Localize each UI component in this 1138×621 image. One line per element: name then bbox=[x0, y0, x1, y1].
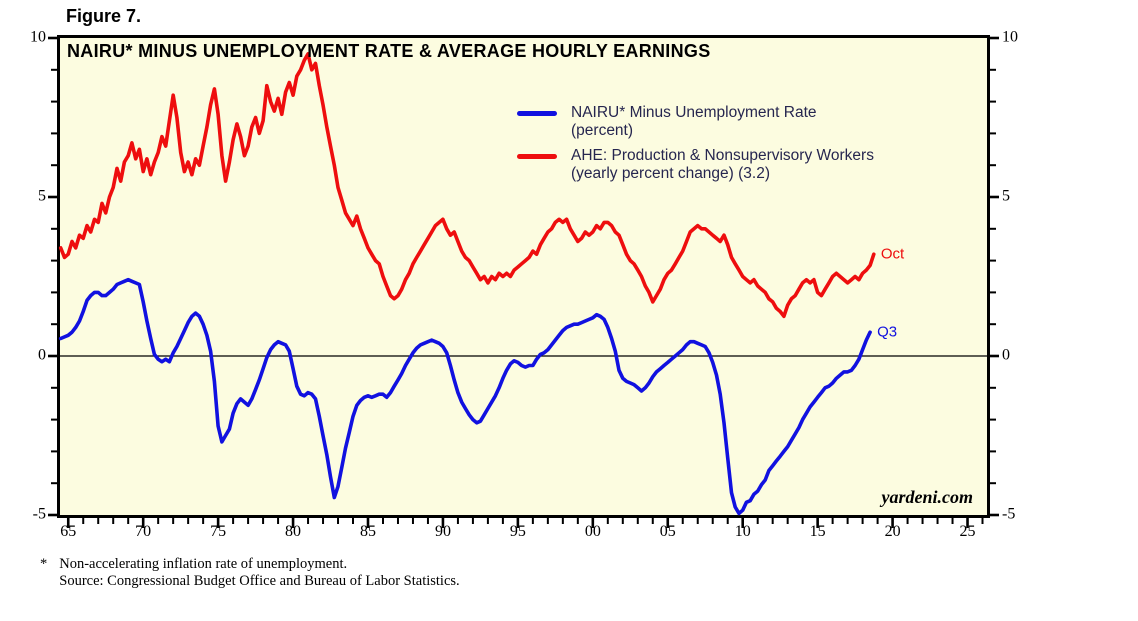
y-tick-label-left: 0 bbox=[38, 346, 46, 364]
y-tick-label-right: 0 bbox=[1002, 346, 1010, 364]
legend-label-nairu-line2: (percent) bbox=[571, 122, 634, 139]
legend-label-ahe-line1: AHE: Production & Nonsupervisory Workers bbox=[571, 147, 874, 164]
watermark: yardeni.com bbox=[881, 487, 973, 507]
series-end-label-oct: Oct bbox=[880, 245, 905, 263]
y-tick-label-left: 5 bbox=[38, 187, 46, 205]
footnote-marker: * bbox=[40, 556, 48, 572]
x-tick-label: 05 bbox=[659, 523, 676, 540]
y-tick-label-right: 10 bbox=[1002, 28, 1018, 46]
legend-label-nairu-line1: NAIRU* Minus Unemployment Rate bbox=[571, 104, 817, 121]
footnote bbox=[40, 556, 460, 590]
red-line-swatch-icon bbox=[517, 154, 557, 159]
legend-label-nairu bbox=[571, 104, 817, 140]
y-tick-label-left: -5 bbox=[32, 505, 46, 523]
x-tick-label: 95 bbox=[509, 523, 526, 540]
x-tick-label: 00 bbox=[584, 523, 601, 540]
legend-item-nairu bbox=[517, 104, 874, 140]
figure-label: Figure 7. bbox=[66, 6, 142, 26]
legend bbox=[517, 104, 874, 190]
x-tick-label: 85 bbox=[360, 523, 376, 540]
footnote-line1: Non-accelerating inflation rate of unemployment. bbox=[59, 556, 348, 572]
x-tick-label: 25 bbox=[959, 523, 976, 540]
x-tick-label: 15 bbox=[809, 523, 826, 540]
legend-label-ahe-line2: (yearly percent change) (3.2) bbox=[571, 165, 771, 182]
x-tick-label: 65 bbox=[60, 523, 77, 540]
blue-line-swatch-icon bbox=[517, 111, 557, 116]
y-tick-label-right: 5 bbox=[1002, 187, 1010, 205]
y-tick-label-left: 10 bbox=[30, 28, 46, 46]
chart-title: NAIRU* MINUS UNEMPLOYMENT RATE & AVERAGE HOURLY EARNINGS bbox=[67, 41, 711, 61]
y-tick-label-right: -5 bbox=[1002, 505, 1016, 523]
x-tick-label: 90 bbox=[434, 523, 451, 540]
x-tick-label: 10 bbox=[734, 523, 751, 540]
series-end-label-q3: Q3 bbox=[877, 323, 898, 341]
x-tick-label: 20 bbox=[884, 523, 901, 540]
x-tick-label: 80 bbox=[285, 523, 302, 540]
legend-item-ahe bbox=[517, 147, 874, 183]
legend-label-ahe bbox=[571, 147, 874, 183]
x-tick-label: 70 bbox=[135, 523, 152, 540]
footnote-text bbox=[59, 556, 459, 590]
footnote-line2: Source: Congressional Budget Office and Bureau of Labor Statistics. bbox=[59, 573, 460, 589]
x-tick-label: 75 bbox=[210, 523, 227, 540]
